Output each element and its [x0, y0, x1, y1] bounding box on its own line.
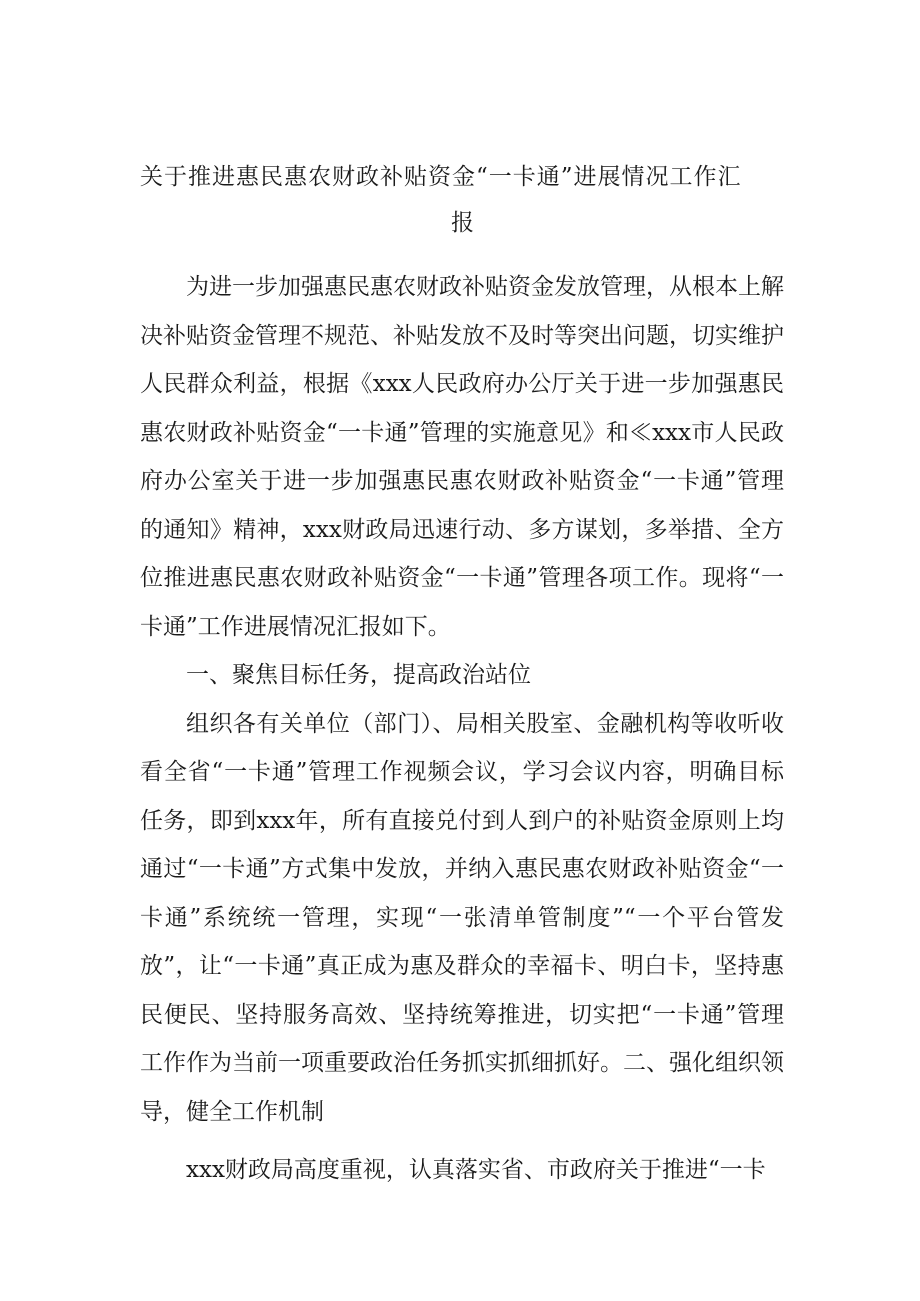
paragraph-section-2: xxx财政局高度重视，认真落实省、市政府关于推进“一卡 — [186, 1157, 766, 1183]
document-title-line-1: 关于推进惠民惠农财政补贴资金“一卡通”进展情况工作汇 — [140, 164, 742, 190]
section-heading-1: 一、聚焦目标任务，提高政治站位 — [186, 662, 531, 688]
document-title-line-2: 报 — [451, 210, 475, 236]
paragraph-intro: 为进一步加强惠民惠农财政补贴资金发放管理，从根本上解决补贴资金管理不规范、补贴发放不及时等突出问题，切实维护人民群众利益，根据《xxx人民政府办公厅关于进一步加强惠民惠农财政补贴资金“一卡通”管理的实施意见》和≪xxx市人民政府办公室关于进一步加强惠民惠农财政补贴资金“一卡通”管理的通知》精神，xxx财政局迅速行动、多方谋划，多举措、全方位推进惠民惠农财政补贴资金“一卡通”管理各项工作。现将“一卡通”工作进展情况汇报如下。 — [140, 274, 784, 640]
paragraph-section-1: 组织各有关单位（部门）、局相关股室、金融机构等收听收看全省“一卡通”管理工作视频会议，学习会议内容，明确目标任务，即到xxx年，所有直接兑付到人到户的补贴资金原则上均通过“一卡通”方式集中发放，并纳入惠民惠农财政补贴资金“一卡通”系统统一管理，实现“一张清单管制度”“一个平台管发放”，让“一卡通”真正成为惠及群众的幸福卡、明白卡，坚持惠民便民、坚持服务高效、坚持统筹推进，切实把“一卡通”管理工作作为当前一项重要政治任务抓实抓细抓好。二、强化组织领导，健全工作机制 — [140, 710, 784, 1125]
document-body — [140, 263, 784, 1195]
